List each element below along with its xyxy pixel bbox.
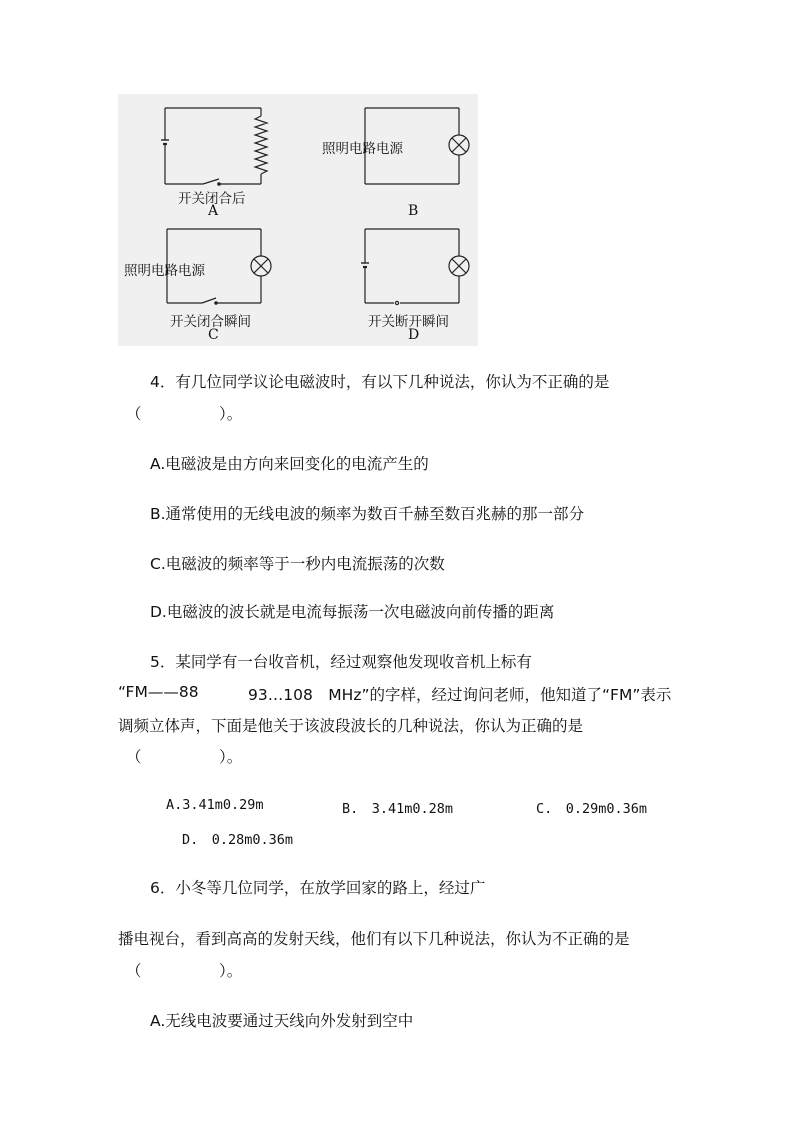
q4-option-b: B.通常使用的无线电波的频率为数百千赫至数百兆赫的那一部分 (150, 505, 585, 523)
q5-stem-line2b: 93…108 MHz”的字样，经过询问老师，他知道了“FM”表示 (248, 686, 672, 704)
q5-stem-line2a: “FM——88 (118, 683, 199, 701)
circuit-b-source-label: 照明电路电源 (322, 141, 403, 157)
q5-option-b: B. 3.41m0.28m (342, 801, 454, 817)
q4-stem: 4．有几位同学议论电磁波时，有以下几种说法，你认为不正确的是 (150, 373, 610, 391)
q4-option-a: A.电磁波是由方向来回变化的电流产生的 (150, 455, 429, 473)
circuit-diagrams-svg (118, 94, 478, 346)
circuit-d (361, 229, 469, 305)
q5-blank: （ ）。 (126, 748, 243, 766)
q6-stem-line2: 播电视台，看到高高的发射天线，他们有以下几种说法，你认为不正确的是 (118, 930, 630, 948)
q5-stem-line1: 5．某同学有一台收音机，经过观察他发现收音机上标有 (150, 653, 532, 671)
circuit-d-label: 开关断开瞬间 (368, 314, 449, 330)
q5-option-d: D. 0.28m0.36m (182, 832, 294, 848)
q5-option-c: C. 0.29m0.36m (536, 801, 648, 817)
q4-option-c: C.电磁波的频率等于一秒内电流振荡的次数 (150, 555, 445, 573)
q5-option-a: A.3.41m0.29m (166, 797, 264, 813)
circuit-diagrams (118, 94, 478, 346)
circuit-a (161, 108, 267, 185)
circuit-a-letter: A (208, 203, 219, 219)
q6-blank: （ ）。 (126, 962, 243, 980)
circuit-c-label: 开关闭合瞬间 (170, 314, 251, 330)
circuit-b-letter: B (408, 203, 419, 219)
q5-stem-line3: 调频立体声，下面是他关于该波段波长的几种说法，你认为正确的是 (118, 717, 584, 735)
circuit-a-label: 开关闭合后 (178, 191, 246, 207)
q6-option-a: A.无线电波要通过天线向外发射到空中 (150, 1012, 414, 1030)
q6-stem-line1: 6．小冬等几位同学，在放学回家的路上，经过广 (150, 879, 486, 897)
q4-blank: （ ）。 (126, 405, 243, 423)
q4-option-d: D.电磁波的波长就是电流每振荡一次电磁波向前传播的距离 (150, 603, 555, 621)
circuit-d-letter: D (408, 327, 420, 343)
circuit-c-source-label: 照明电路电源 (124, 263, 205, 279)
circuit-c-letter: C (208, 327, 219, 343)
